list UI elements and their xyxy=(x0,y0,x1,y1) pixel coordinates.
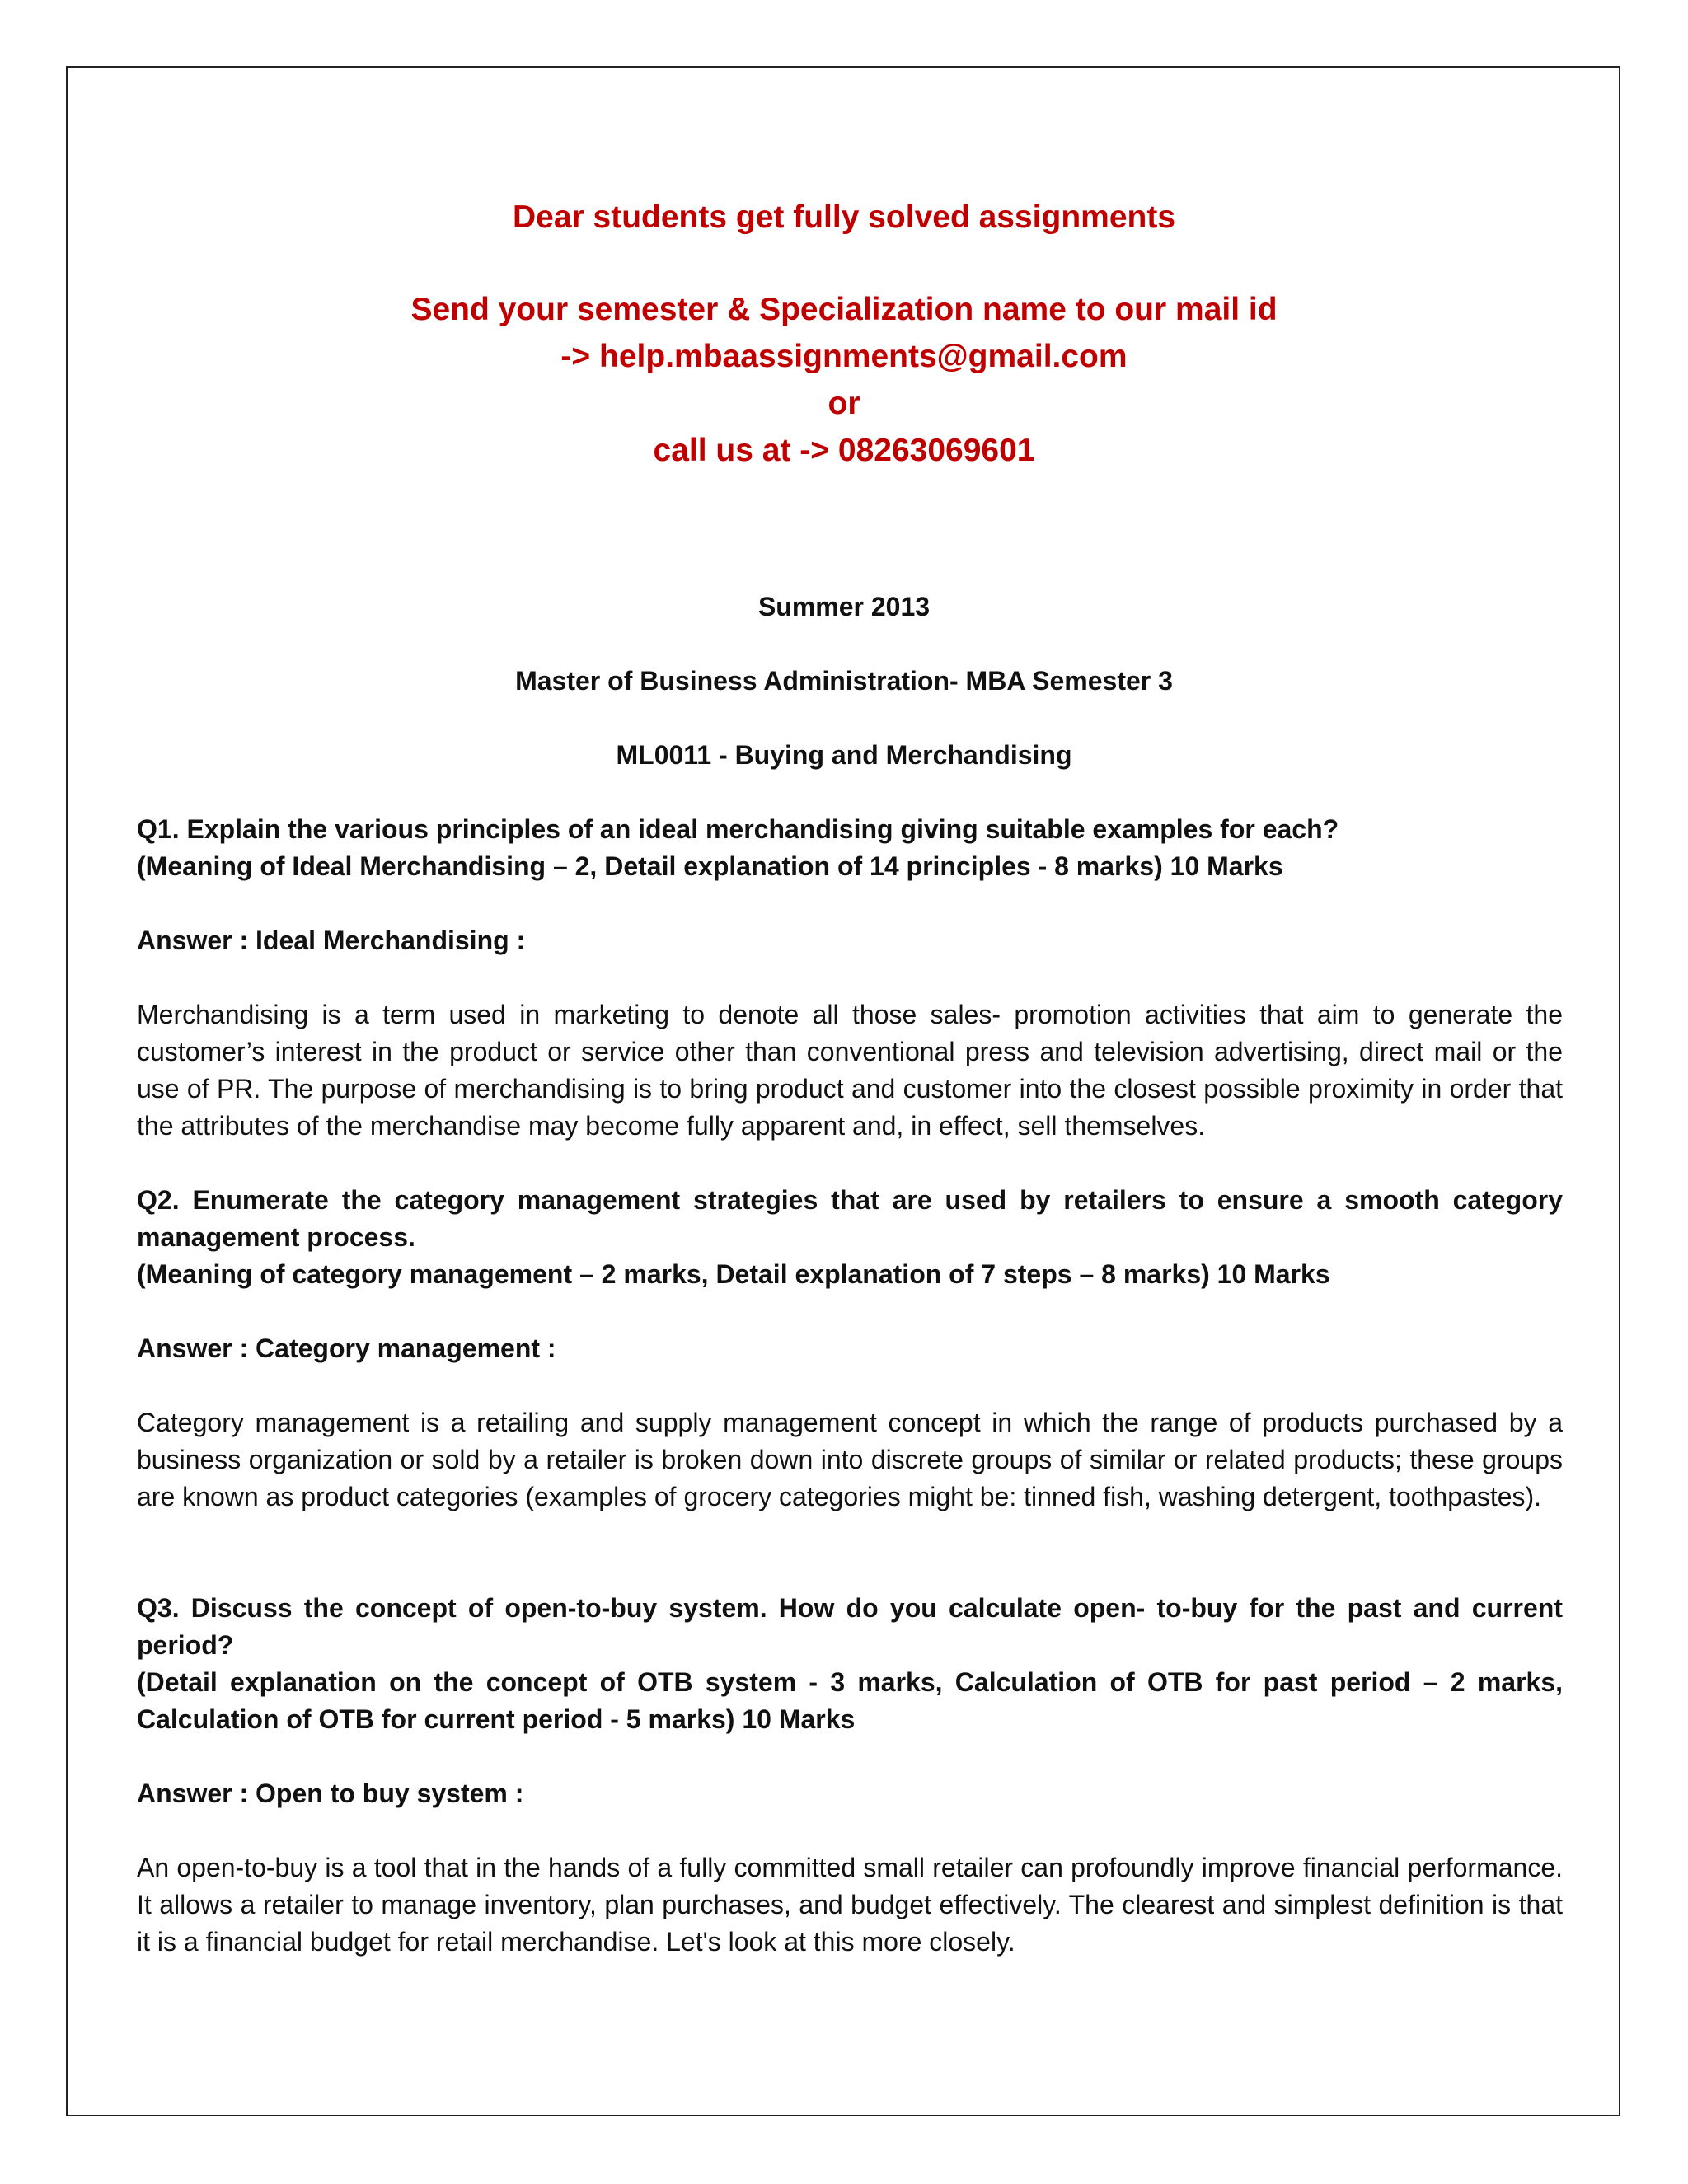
promo-email: -> help.mbaassignments@gmail.com xyxy=(560,339,1128,374)
q2-answer-heading: Answer : Category management : xyxy=(137,1333,556,1363)
q1-answer-heading: Answer : Ideal Merchandising : xyxy=(137,926,526,955)
q2-question: Q2. Enumerate the category management strategies that are used by retailers to ensure a smooth category management process. xyxy=(137,1185,1563,1252)
q3-marks: (Detail explanation on the concept of OTB system - 3 marks, Calculation of OTB for past period – 2 marks, Calculation of OTB for current period - 5 marks) 10 Marks xyxy=(137,1667,1563,1734)
promo-phone: call us at -> 08263069601 xyxy=(653,433,1035,468)
q2-question-block xyxy=(137,1182,1563,1293)
q2-marks: (Meaning of category management – 2 marks, Detail explanation of 7 steps – 8 marks) 10 Marks xyxy=(137,1259,1330,1289)
q3-question-block xyxy=(137,1590,1563,1738)
q1-question-block xyxy=(137,811,1563,885)
program-title: Master of Business Administration- MBA Semester 3 xyxy=(515,666,1173,696)
course-title: ML0011 - Buying and Merchandising xyxy=(616,740,1072,770)
q3-answer-heading: Answer : Open to buy system : xyxy=(137,1779,524,1808)
promo-send-details: Send your semester & Specialization name to our mail id xyxy=(410,292,1278,327)
q3-answer-text: An open-to-buy is a tool that in the hands of a fully committed small retailer can profoundly improve financial performance. It allows a retailer to manage inventory, plan purchases, and budget effectively. The clearest and simplest definition is that it is a financial budget for retail merchandise. Let's look at this more closely. xyxy=(137,1853,1563,1957)
q1-question: Q1. Explain the various principles of an ideal merchandising giving suitable examples for each? xyxy=(137,814,1339,844)
q1-marks: (Meaning of Ideal Merchandising – 2, Detail explanation of 14 principles - 8 marks) 10 Marks xyxy=(137,851,1283,881)
promo-headline: Dear students get fully solved assignments xyxy=(512,199,1176,235)
promo-or: or xyxy=(828,386,860,421)
q3-question: Q3. Discuss the concept of open-to-buy system. How do you calculate open- to-buy for the past and current period? xyxy=(137,1593,1563,1660)
q1-answer-text: Merchandising is a term used in marketing to denote all those sales- promotion activities that aim to generate the customer’s interest in the product or service other than conventional press and television advertising, direct mail or the use of PR. The purpose of merchandising is to bring product and customer into the closest possible proximity in order that the attributes of the merchandise may become fully apparent and, in effect, sell themselves. xyxy=(137,1000,1563,1141)
session-title: Summer 2013 xyxy=(757,592,931,621)
q2-answer-text: Category management is a retailing and supply management concept in which the range of products purchased by a business organization or sold by a retailer is broken down into discrete groups of similar or related products; these groups are known as product categories (examples of grocery categories might be: tinned fish, washing detergent, toothpastes). xyxy=(137,1408,1563,1511)
